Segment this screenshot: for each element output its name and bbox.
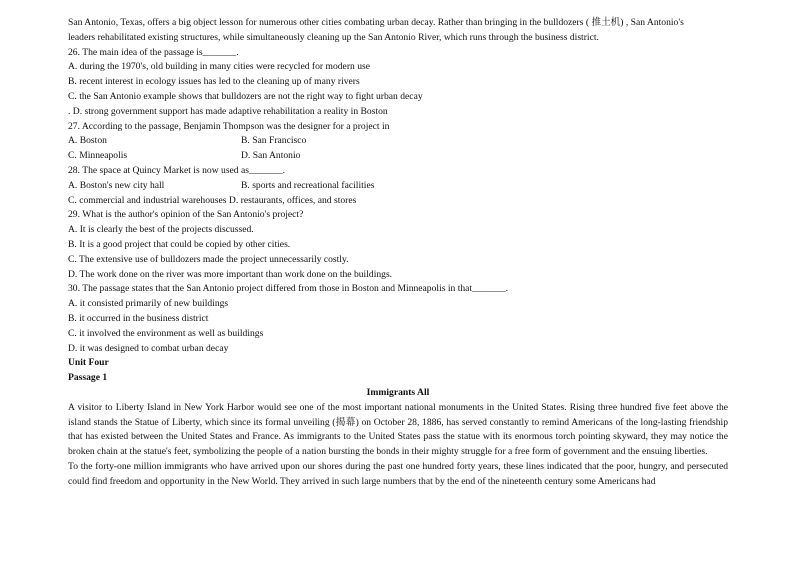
answer-option: B. San Francisco bbox=[241, 135, 307, 147]
answer-option-row bbox=[68, 149, 728, 164]
question-stem: 27. According to the passage, Benjamin Thompson was the designer for a project in bbox=[68, 120, 390, 132]
answer-option: C. it involved the environment as well as buildings bbox=[68, 327, 264, 339]
unit-heading: Unit Four bbox=[68, 357, 109, 369]
question-stem: 30. The passage states that the San Antonio project differed from those in Boston and Minneapolis in that_______. bbox=[68, 283, 509, 295]
answer-option: A. during the 1970's, old building in many cities were recycled for modern use bbox=[68, 61, 370, 73]
article-paragraph: To the forty-one million immigrants who have arrived upon our shores during the past one hundred forty years, these lines indicated that the poor, hungry, and persecuted could find freedom and opportunity in the New World. They arrived in such large numbers that by the end of the nineteenth century some Americans had bbox=[68, 460, 728, 487]
answer-option-row bbox=[68, 134, 728, 149]
article-paragraph: A visitor to Liberty Island in New York Harbor would see one of the most important national monuments in the United States. Rising three hundred five feet above the island stands the Statue of Liberty, which since its formal unveiling (揭幕) on October 28, 1886, has served constantly to remind Americans of the long-lasting friendship that has existed between the United States and France. As immigrants to the United States pass the statue with its enormous torch pointing skyward, they may notice the broken chain at the statue's feet, symbolizing the people of a nation bursting the bonds in their mighty struggle for a free form of government and the ensuing liberties. bbox=[68, 401, 728, 458]
answer-option: B. sports and recreational facilities bbox=[241, 179, 375, 191]
answer-option: B. It is a good project that could be copied by other cities. bbox=[68, 238, 291, 250]
answer-option-row bbox=[68, 194, 728, 209]
question-stem: 28. The space at Quincy Market is now used as_______. bbox=[68, 164, 285, 176]
answer-option: . D. strong government support has made adaptive rehabilitation a reality in Boston bbox=[68, 105, 388, 117]
question-stem: 26. The main idea of the passage is_______. bbox=[68, 46, 239, 58]
answer-option: A. Boston bbox=[68, 135, 107, 147]
answer-option: D. The work done on the river was more important than work done on the buildings. bbox=[68, 268, 393, 280]
answer-option: D. it was designed to combat urban decay bbox=[68, 342, 229, 354]
answer-option: A. Boston's new city hall bbox=[68, 179, 165, 191]
article-title: Immigrants All bbox=[366, 386, 430, 398]
answer-option: C. Minneapolis bbox=[68, 150, 128, 162]
answer-option: C. The extensive use of bulldozers made the project unnecessarily costly. bbox=[68, 253, 349, 265]
answer-option: A. It is clearly the best of the projects discussed. bbox=[68, 224, 254, 236]
passage-heading: Passage 1 bbox=[68, 372, 108, 384]
intro-line: leaders rehabilitated existing structures, while simultaneously cleaning up the San Antonio River, which runs through the business district. bbox=[68, 31, 599, 43]
answer-option: B. it occurred in the business district bbox=[68, 312, 209, 324]
intro-line: San Antonio, Texas, offers a big object lesson for numerous other cities combating urban decay. Rather than bringing in the bulldozers ( 推土机) , San Antonio's bbox=[68, 17, 684, 28]
question-stem: 29. What is the author's opinion of the San Antonio's project? bbox=[68, 209, 304, 221]
answer-option: C. commercial and industrial warehouses D. restaurants, offices, and stores bbox=[68, 194, 357, 206]
answer-option: A. it consisted primarily of new buildings bbox=[68, 298, 229, 310]
document-content bbox=[68, 16, 728, 490]
answer-option-row bbox=[68, 179, 728, 194]
answer-option: B. recent interest in ecology issues has led to the cleaning up of many rivers bbox=[68, 76, 360, 88]
answer-option: D. San Antonio bbox=[241, 150, 301, 162]
answer-option: C. the San Antonio example shows that bulldozers are not the right way to fight urban decay bbox=[68, 90, 423, 102]
